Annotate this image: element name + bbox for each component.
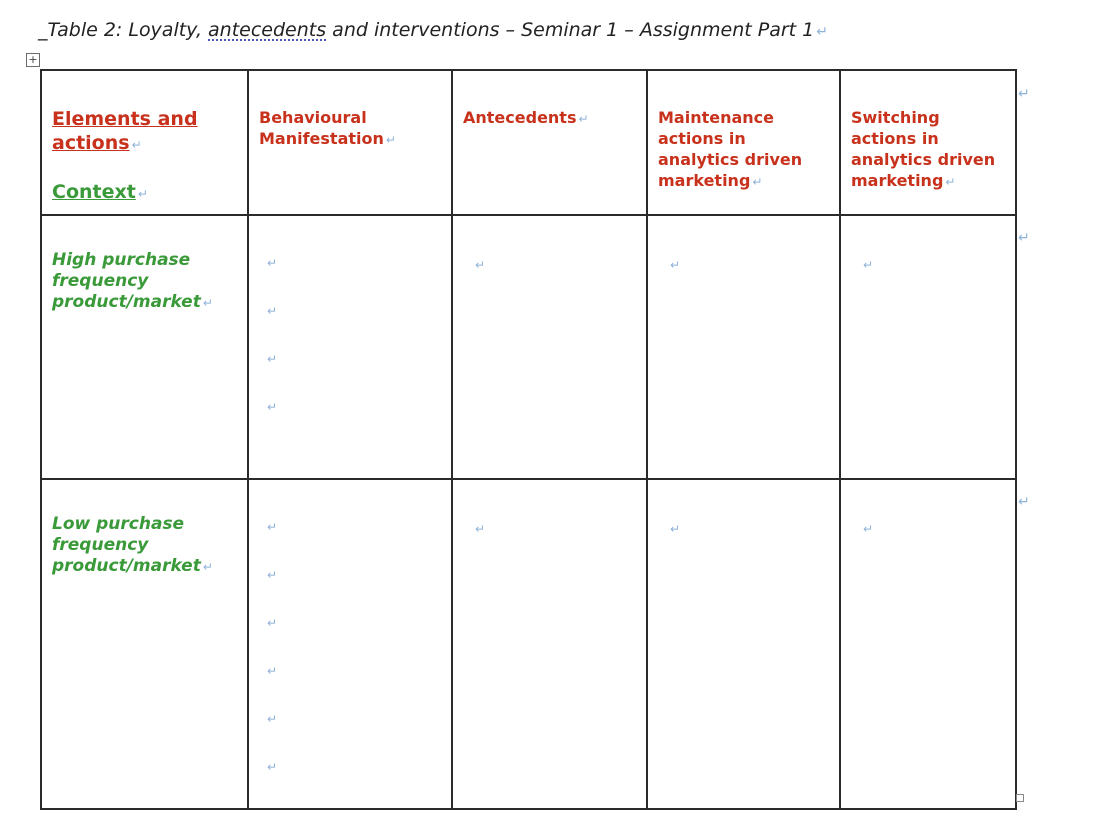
header-cell-antecedents[interactable] (452, 70, 647, 215)
switching-cell-low[interactable] (840, 479, 1016, 809)
paragraph-mark-icon: ↵ (267, 568, 278, 582)
paragraph-mark-icon: ↵ (670, 522, 681, 536)
header-cell-elements[interactable] (41, 70, 248, 215)
header-context: Context ↵ (52, 181, 148, 203)
table-caption (38, 19, 828, 41)
table-row (41, 215, 1016, 479)
paragraph-mark-icon: ↵ (267, 520, 278, 534)
row-label-cell-high[interactable] (41, 215, 248, 479)
paragraph-mark-icon: ↵ (267, 712, 278, 726)
header-behavioural-manifestation: Behavioural Manifestation ↵ (259, 108, 396, 148)
header-maintenance-actions: Maintenance actions in analytics driven marketing ↵ (658, 108, 803, 190)
caption-part1: Table 2: Loyalty, (47, 19, 209, 41)
row-label-high-frequency: High purchase frequency product/market ↵ (52, 250, 213, 312)
table-header-row (41, 70, 1016, 215)
behavioural-cell-low[interactable] (248, 479, 452, 809)
paragraph-mark-icon: ↵ (267, 352, 278, 366)
maintenance-cell-low[interactable] (647, 479, 840, 809)
paragraph-mark-icon: ↵ (816, 24, 828, 40)
row-end-mark-icon: ↵ (1018, 86, 1030, 102)
antecedents-cell-low[interactable] (452, 479, 647, 809)
paragraph-mark-icon: ↵ (267, 304, 278, 318)
header-elements-and-actions: Elements and actions ↵ (52, 108, 198, 154)
switching-cell-high[interactable] (840, 215, 1016, 479)
header-switching-actions: Switching actions in analytics driven marketing ↵ (851, 108, 996, 190)
paragraph-mark-icon: ↵ (267, 256, 278, 270)
behavioural-marks-high (249, 216, 451, 414)
header-cell-maintenance[interactable] (647, 70, 840, 215)
paragraph-mark-icon: ↵ (670, 258, 681, 272)
row-end-mark-icon: ↵ (1018, 230, 1030, 246)
paragraph-mark-icon: ↵ (863, 258, 874, 272)
paragraph-mark-icon: ↵ (475, 258, 486, 272)
maintenance-cell-high[interactable] (647, 215, 840, 479)
behavioural-marks-low (249, 480, 451, 774)
caption-prefix: _ (38, 19, 48, 41)
loyalty-table (40, 69, 1017, 810)
table-row (41, 479, 1016, 809)
paragraph-mark-icon: ↵ (267, 616, 278, 630)
row-label-low-frequency: Low purchase frequency product/market ↵ (52, 514, 213, 576)
header-cell-switching[interactable] (840, 70, 1016, 215)
table-resize-handle-icon[interactable] (1016, 794, 1024, 802)
paragraph-mark-icon: ↵ (267, 664, 278, 678)
table-move-handle-icon[interactable]: + (26, 53, 40, 67)
row-end-mark-icon: ↵ (1018, 494, 1030, 510)
paragraph-mark-icon: ↵ (475, 522, 486, 536)
caption-underlined-word[interactable]: antecedents (208, 19, 327, 41)
paragraph-mark-icon: ↵ (863, 522, 874, 536)
paragraph-mark-icon: ↵ (267, 400, 278, 414)
antecedents-cell-high[interactable] (452, 215, 647, 479)
caption-part2: and interventions – Seminar 1 – Assignment Part 1 (326, 19, 815, 41)
header-antecedents: Antecedents ↵ (463, 108, 589, 127)
behavioural-cell-high[interactable] (248, 215, 452, 479)
header-cell-behavioural[interactable] (248, 70, 452, 215)
paragraph-mark-icon: ↵ (267, 760, 278, 774)
row-label-cell-low[interactable] (41, 479, 248, 809)
